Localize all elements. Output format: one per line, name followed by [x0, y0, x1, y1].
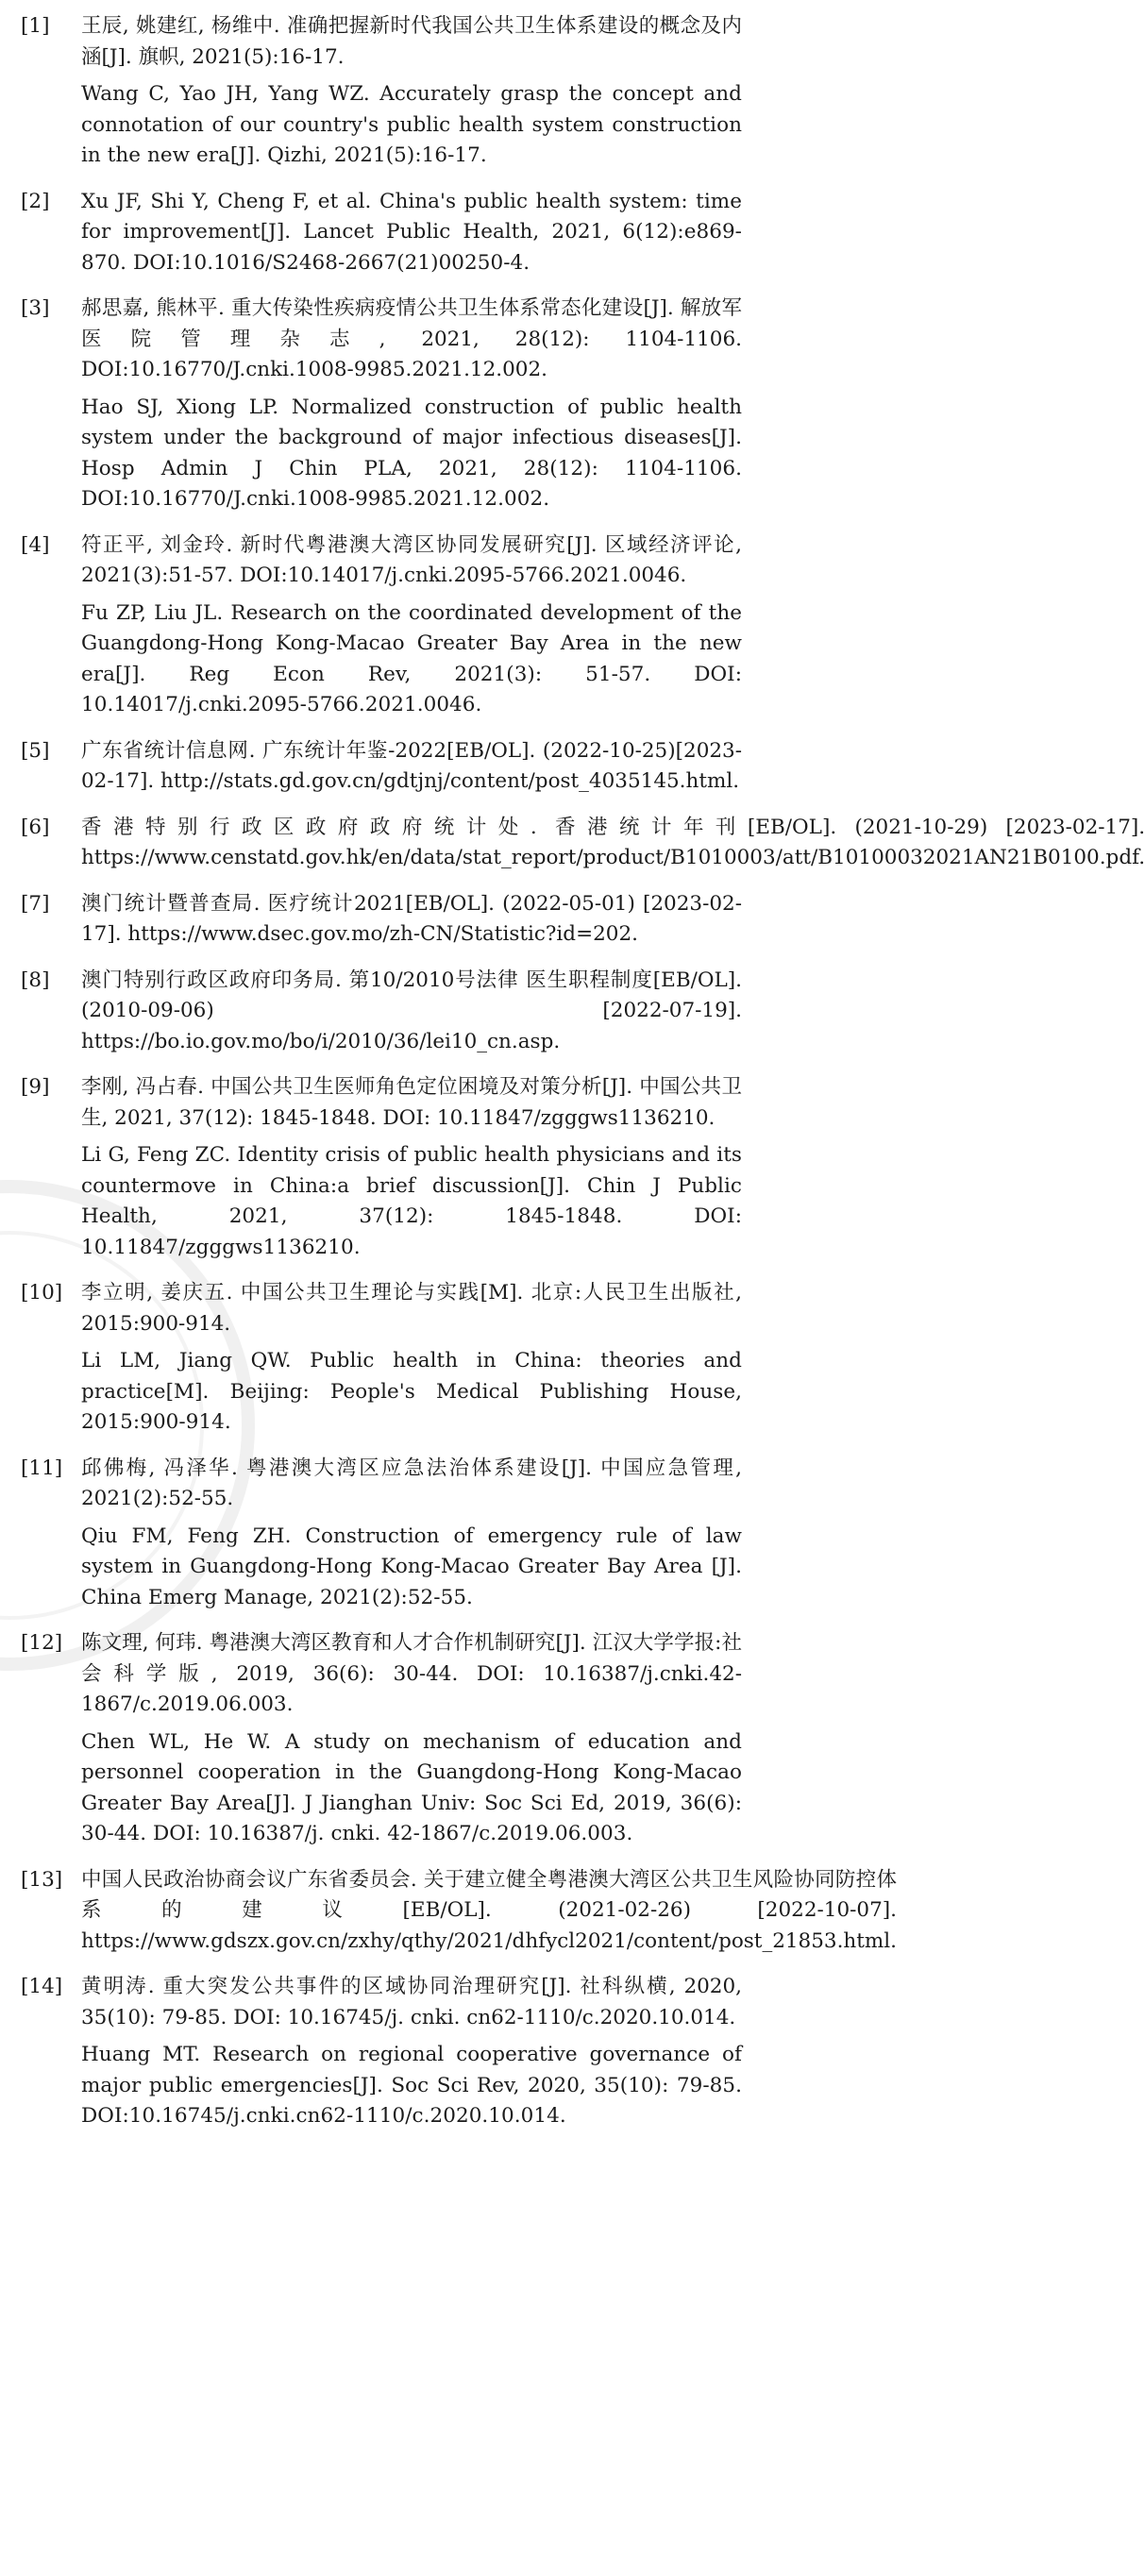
- reference-number: [7]: [21, 891, 50, 916]
- reference-number: [6]: [21, 815, 50, 839]
- reference-item: [0, 187, 753, 286]
- reference-number: [3]: [21, 296, 50, 320]
- reference-item: [0, 889, 753, 957]
- reference-body: [81, 889, 742, 957]
- reference-number: [13]: [21, 1867, 63, 1892]
- reference-number: [1]: [21, 14, 50, 38]
- reference-entry-zh: 郝思嘉, 熊林平. 重大传染性疾病疫情公共卫生体系常态化建设[J]. 解放军医院管理杂志, 2021, 28(12): 1104-1106. DOI:10.16770/J.cnki.1008-9985.2021.12.002.: [81, 296, 742, 381]
- reference-entry-en: Huang MT. Research on regional cooperative governance of major public emergencies[J]. Soc Sci Rev, 2020, 35(10): 79-85. DOI:10.16745/j.cnki.cn62-1110/c.2020.10.014.: [81, 2043, 742, 2128]
- reference-list: [0, 11, 1145, 2147]
- reference-entry-en: Wang C, Yao JH, Yang WZ. Accurately grasp the concept and connotation of our country's public health system construction in the new era[J]. Qizhi, 2021(5):16-17.: [81, 82, 742, 167]
- reference-item: [0, 736, 753, 804]
- reference-body: [81, 1865, 897, 1964]
- reference-body: [81, 1972, 742, 2139]
- reference-item: [0, 1972, 753, 2139]
- reference-entry-zh: 李立明, 姜庆五. 中国公共卫生理论与实践[M]. 北京:人民卫生出版社, 2015:900-914.: [81, 1281, 742, 1336]
- reference-item: [0, 530, 753, 728]
- reference-item: [0, 1278, 753, 1445]
- reference-entry-en: Li G, Feng ZC. Identity crisis of public health physicians and its countermove in China:a brief discussion[J]. Chin J Public Health, 2021, 37(12): 1845-1848. DOI: 10.11847/zgggws1136210.: [81, 1143, 742, 1259]
- reference-number: [12]: [21, 1631, 63, 1655]
- reference-item: [0, 294, 753, 522]
- reference-body: [81, 1072, 742, 1270]
- reference-entry-en: Hao SJ, Xiong LP. Normalized construction of public health system under the background of major infectious diseases[J]. Hosp Admin J Chin PLA, 2021, 28(12): 1104-1106. DOI:10.16770/J.cnki.1008-9985.2021.12.002.: [81, 395, 742, 511]
- reference-item: [0, 1628, 753, 1857]
- reference-item: [0, 966, 753, 1065]
- reference-entry-zh: 王辰, 姚建红, 杨维中. 准确把握新时代我国公共卫生体系建设的概念及内涵[J]. 旗帜, 2021(5):16-17.: [81, 14, 742, 69]
- reference-entry-zh: 李刚, 冯占春. 中国公共卫生医师角色定位困境及对策分析[J]. 中国公共卫生, 2021, 37(12): 1845-1848. DOI: 10.11847/zgggws1136210.: [81, 1075, 742, 1130]
- reference-number: [14]: [21, 1975, 63, 1998]
- reference-body: [81, 966, 742, 1065]
- reference-entry-en: Xu JF, Shi Y, Cheng F, et al. China's public health system: time for improvement[J]. Lancet Public Health, 2021, 6(12):e869-870. DOI:10.1016/S2468-2667(21)00250-4.: [81, 189, 742, 275]
- reference-number: [9]: [21, 1075, 50, 1099]
- reference-item: [0, 1454, 753, 1621]
- reference-body: [81, 294, 742, 522]
- reference-number: [2]: [21, 189, 50, 213]
- reference-item: [0, 1865, 898, 1964]
- reference-body: [81, 530, 742, 728]
- reference-body: [81, 187, 742, 286]
- reference-number: [8]: [21, 968, 50, 992]
- reference-entry-zh: 澳门统计暨普查局. 医疗统计2021[EB/OL]. (2022-05-01) [2023-02-17]. https://www.dsec.gov.mo/zh-CN/Statistic?id=202.: [81, 891, 742, 946]
- reference-entry-en: Li LM, Jiang QW. Public health in China: theories and practice[M]. Beijing: People's Medical Publishing House, 2015:900-914.: [81, 1349, 742, 1434]
- reference-entry-zh: 中国人民政治协商会议广东省委员会. 关于建立健全粤港澳大湾区公共卫生风险协同防控体系的建议[EB/OL]. (2021-02-26) [2022-10-07]. https://www.gdszx.gov.cn/zxhy/qthy/2021/dhfycl2021/content/post_21853.html.: [81, 1867, 898, 1953]
- reference-entry-zh: 陈文理, 何玮. 粤港澳大湾区教育和人才合作机制研究[J]. 江汉大学学报:社会科学版, 2019, 36(6): 30-44. DOI: 10.16387/j.cnki.42-1867/c.2019.06.003.: [81, 1631, 742, 1716]
- reference-number: [5]: [21, 738, 50, 763]
- reference-body: [81, 813, 1145, 881]
- reference-number: [4]: [21, 532, 50, 557]
- reference-body: [81, 736, 742, 804]
- reference-entry-en: Fu ZP, Liu JL. Research on the coordinated development of the Guangdong-Hong Kong-Macao Greater Bay Area in the new era[J]. Reg Econ Rev, 2021(3): 51-57. DOI: 10.14017/j.cnki.2095-5766.2021.0046.: [81, 600, 742, 716]
- reference-body: [81, 11, 742, 178]
- reference-entry-en: Chen WL, He W. A study on mechanism of education and personnel cooperation in the Guangdong-Hong Kong-Macao Greater Bay Area[J]. J Jianghan Univ: Soc Sci Ed, 2019, 36(6): 30-44. DOI: 10.16387/j. cnki. 42-1867/c.2019.06.003.: [81, 1729, 742, 1845]
- reference-item: [0, 813, 1145, 881]
- reference-number: [10]: [21, 1281, 63, 1305]
- reference-entry-zh: 香港特别行政区政府政府统计处. 香港统计年刊[EB/OL]. (2021-10-29) [2023-02-17]. https://www.censtatd.gov.hk/en/data/stat_report/product/B1010003/att/B10100032021AN21B0100.pdf.: [81, 815, 1145, 869]
- reference-entry-zh: 邱佛梅, 冯泽华. 粤港澳大湾区应急法治体系建设[J]. 中国应急管理, 2021(2):52-55.: [81, 1456, 742, 1510]
- reference-entry-zh: 澳门特别行政区政府印务局. 第10/2010号法律 医生职程制度[EB/OL]. (2010-09-06) [2022-07-19]. https://bo.io.gov.mo/bo/i/2010/36/lei10_cn.asp.: [81, 968, 742, 1053]
- reference-entry-zh: 符正平, 刘金玲. 新时代粤港澳大湾区协同发展研究[J]. 区域经济评论, 2021(3):51-57. DOI:10.14017/j.cnki.2095-5766.2021.0046.: [81, 532, 742, 587]
- reference-entry-zh: 广东省统计信息网. 广东统计年鉴-2022[EB/OL]. (2022-10-25)[2023-02-17]. http://stats.gd.gov.cn/gdtjnj/content/post_4035145.html.: [81, 738, 742, 793]
- reference-body: [81, 1278, 742, 1445]
- reference-body: [81, 1628, 742, 1857]
- reference-number: [11]: [21, 1456, 63, 1480]
- reference-body: [81, 1454, 742, 1621]
- reference-entry-en: Qiu FM, Feng ZH. Construction of emergency rule of law system in Guangdong-Hong Kong-Macao Greater Bay Area [J]. China Emerg Manage, 2021(2):52-55.: [81, 1524, 742, 1609]
- reference-item: [0, 1072, 753, 1270]
- reference-item: [0, 11, 753, 178]
- reference-entry-zh: 黄明涛. 重大突发公共事件的区域协同治理研究[J]. 社科纵横, 2020, 35(10): 79-85. DOI: 10.16745/j. cnki. cn62-1110/c.2020.10.014.: [81, 1975, 742, 2029]
